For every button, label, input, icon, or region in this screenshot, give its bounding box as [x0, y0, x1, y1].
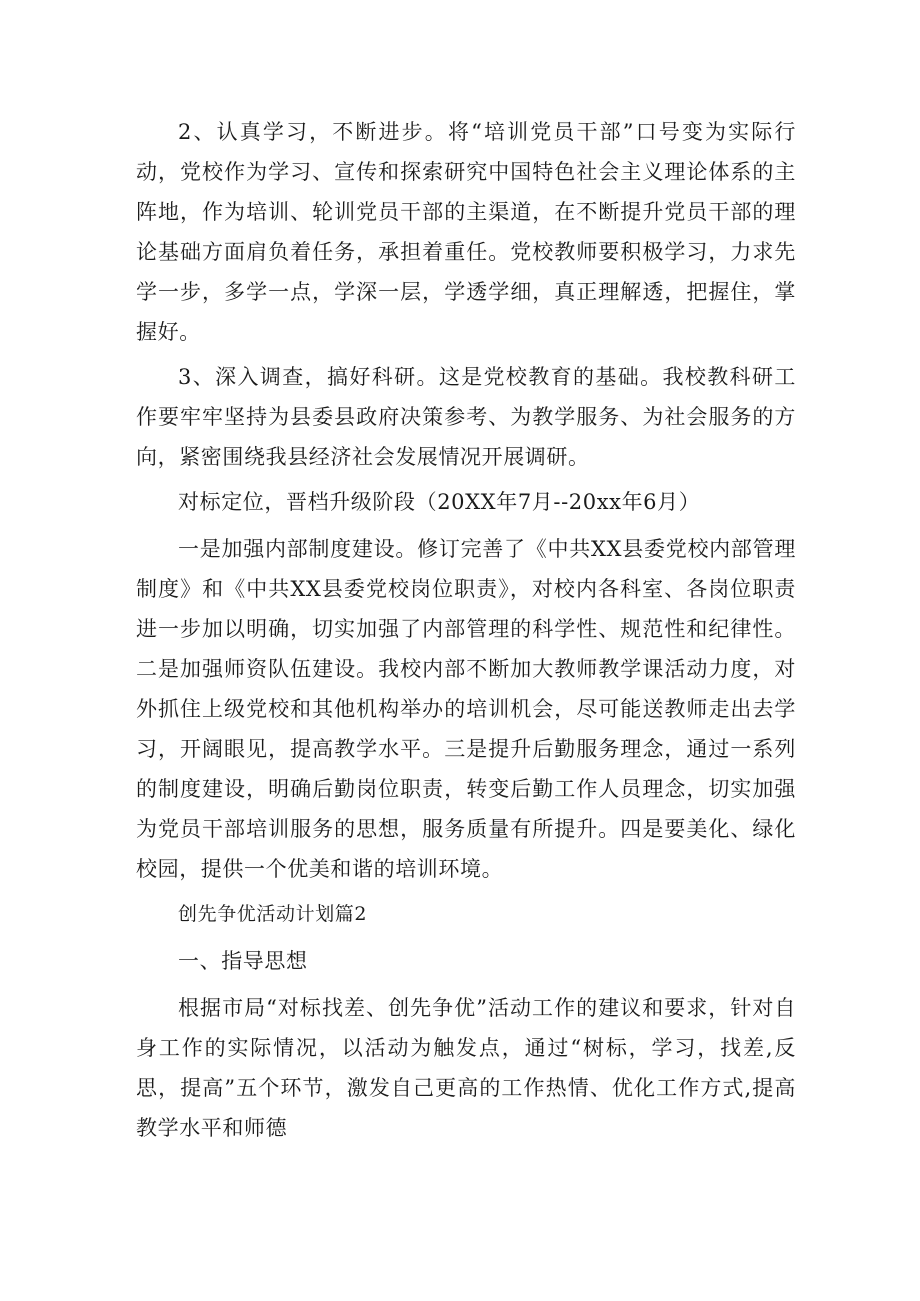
section-heading-guiding-ideology: 一、指导思想 — [178, 949, 308, 973]
paragraph-study-progress: 2、认真学习，不断进步。将“培训党员干部”口号变为实际行动，党校作为学习、宣传和探索研究中国特色社会主义理论体系的主阵地，作为培训、轮训党员干部的主渠道，在不断提升党员干部的理论基础方面肩负着任务，承担着重任。党校教师要积极学习，力求先学一步，多学一点，学深一层，学透学细，真正理解透，把握住，掌握好。 — [136, 120, 796, 344]
section-title-plan-2: 创先争优活动计划篇2 — [178, 903, 368, 925]
paragraph-guiding-ideology: 根据市局“对标找差、创先争优”活动工作的建议和要求，针对自身工作的实际情况，以活动为触发点，通过“树标，学习，找差,反思，提高”五个环节，激发自己更高的工作热情、优化工作方式,提高教学水平和师德 — [136, 996, 796, 1140]
document-body — [136, 112, 796, 1153]
paragraph-system-construction: 一是加强内部制度建设。修订完善了《中共XX县委党校内部管理制度》和《中共XX县委党校岗位职责》，对校内各科室、各岗位职责进一步加以明确，切实加强了内部管理的科学性、规范性和纪律性。二是加强师资队伍建设。我校内部不断加大教师教学课活动力度，对外抓住上级党校和其他机构举办的培训机会，尽可能送教师走出去学习，开阔眼见，提高教学水平。三是提升后勤服务理念，通过一系列的制度建设，明确后勤岗位职责，转变后勤工作人员理念，切实加强为党员干部培训服务的思想，服务质量有所提升。四是要美化、绿化校园，提供一个优美和谐的培训环境。 — [136, 537, 796, 881]
paragraph-research: 3、深入调查，搞好科研。这是党校教育的基础。我校教科研工作要牢牢坚持为县委县政府决策参考、为教学服务、为社会服务的方向，紧密围绕我县经济社会发展情况开展调研。 — [136, 365, 796, 469]
stage-heading: 对标定位，晋档升级阶段（20XX年7月--20xx年6月） — [178, 490, 701, 514]
